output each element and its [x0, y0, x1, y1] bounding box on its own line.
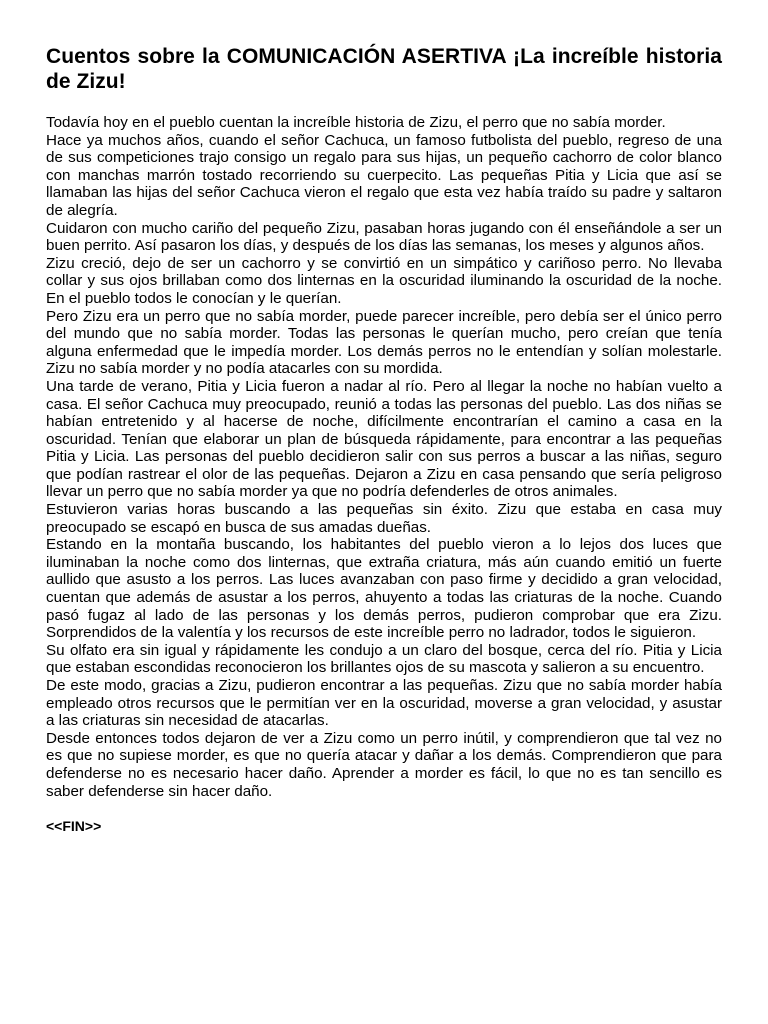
paragraph-8: Estando en la montaña buscando, los habitantes del pueblo vieron a lo lejos dos luces que iluminaban la noche como dos linternas, que extraña criatura, más aún cuando emitió un fuerte aullido que asusto a los perros. Las luces avanzaban con paso firme y decidido a gran velocidad, cuentan que además de asustar a los perros, ahuyento a todas las criaturas de la noche. Cuando pasó fugaz al lado de las personas y los demás perros, pudieron comprobar que era Zizu. Sorprendidos de la valentía y los recursos de este increíble perro no ladrador, todos le siguieron. — [46, 536, 722, 642]
paragraph-10: De este modo, gracias a Zizu, pudieron encontrar a las pequeñas. Zizu que no sabía morder había empleado otros recursos que le permitían ver en la oscuridad, moverse a gran velocidad, y asustar a las criaturas sin necesidad de atacarlas. — [46, 677, 722, 730]
document-title: Cuentos sobre la COMUNICACIÓN ASERTIVA ¡La increíble historia de Zizu! — [46, 45, 722, 93]
paragraph-6: Una tarde de verano, Pitia y Licia fueron a nadar al río. Pero al llegar la noche no habían vuelto a casa. El señor Cachuca muy preocupado, reunió a todas las personas del pueblo. Las dos niñas se habían entretenido y al hacerse de noche, difícilmente encontrarían el camino a casa en la oscuridad. Tenían que elaborar un plan de búsqueda rápidamente, para encontrar a las pequeñas Pitia y Licia. Las personas del pueblo decidieron salir con sus perros a buscar a las niñas, seguro que podían rastrear el olor de las pequeñas. Dejaron a Zizu en casa pensando que sería peligroso llevar un perro que no sabía morder ya que no podría defenderles de otros animales. — [46, 377, 722, 501]
paragraph-1: Todavía hoy en el pueblo cuentan la increíble historia de Zizu, el perro que no sabía morder. — [46, 114, 666, 131]
paragraph-3: Cuidaron con mucho cariño del pequeño Zizu, pasaban horas jugando con él enseñándole a ser un buen perrito. Así pasaron los días, y después de los días las semanas, los meses y algunos años. — [46, 219, 722, 255]
paragraph-5: Pero Zizu era un perro que no sabía morder, puede parecer increíble, pero debía ser el único perro del mundo que no sabía morder. Todas las personas le querían mucho, pero creían que tenía alguna enfermedad que le impedía morder. Los demás perros no le entendían y solían molestarle. Zizu no sabía morder y no podía atacarles con su mordida. — [46, 307, 722, 378]
paragraph-11: Desde entonces todos dejaron de ver a Zizu como un perro inútil, y comprendieron que tal vez no es que no supiese morder, es que no quería atacar y dañar a los demás. Comprendieron que para defenderse no es necesario hacer daño. Aprender a morder es fácil, lo que no es tan sencillo es saber defenderse sin hacer daño. — [46, 729, 722, 800]
paragraph-4: Zizu creció, dejo de ser un cachorro y se convirtió en un simpático y cariñoso perro. No llevaba collar y sus ojos brillaban como dos linternas en la oscuridad iluminando la oscuridad de la noche. En el pueblo todos le conocían y le querían. — [46, 254, 722, 307]
document-page — [46, 44, 722, 835]
paragraph-2: Hace ya muchos años, cuando el señor Cachuca, un famoso futbolista del pueblo, regreso de una de sus competiciones trajo consigo un regalo para sus hijas, un pequeño cachorro de color blanco con manchas marrón tostado recorriendo su cuerpecito. Las pequeñas Pitia y Licia que así se llamaban las hijas del señor Cachuca vieron el regalo que esta vez había traído su padre y saltaron de alegría. — [46, 131, 722, 219]
paragraph-9: Su olfato era sin igual y rápidamente les condujo a un claro del bosque, cerca del río. Pitia y Licia que estaban escondidas reconocieron los brillantes ojos de su mascota y salieron a su encuentro. — [46, 641, 722, 677]
paragraph-7: Estuvieron varias horas buscando a las pequeñas sin éxito. Zizu que estaba en casa muy preocupado se escapó en busca de sus amadas dueñas. — [46, 501, 722, 536]
document-body — [46, 114, 722, 800]
end-marker: <<FIN>> — [46, 818, 102, 835]
